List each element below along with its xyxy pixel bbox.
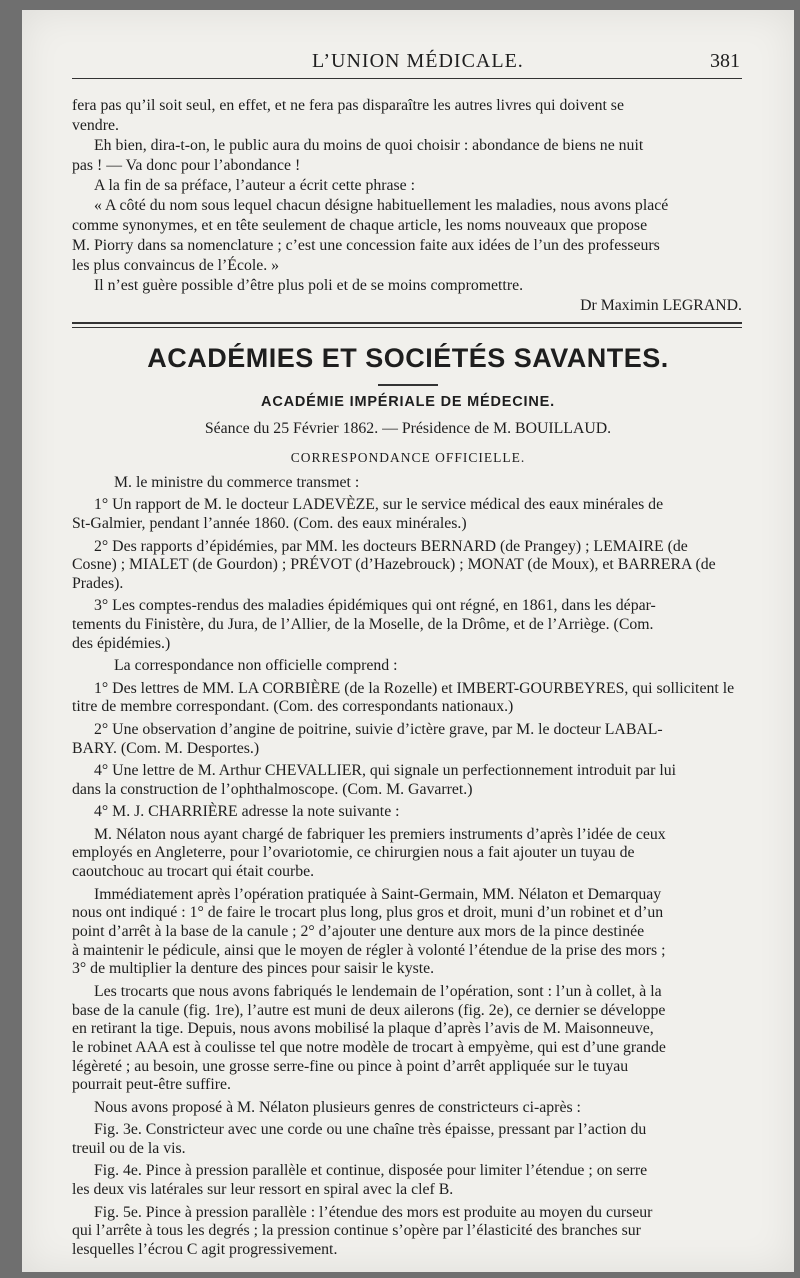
text-line: légèreté ; au besoin, une grosse serre-fine ou pince à point d’arrêt appliquée sur le tuyau <box>72 1057 629 1075</box>
text-line: M. Piorry dans sa nomenclature ; c’est une concession faite aux idées de l’un des professeurs <box>72 237 660 254</box>
text-line: point d’arrêt à la base de la canule ; 2° d’ajouter une denture aux mors de la pince destinée <box>72 922 645 940</box>
header-rule <box>72 78 742 79</box>
text-line: les plus convaincus de l’École. » <box>72 257 280 274</box>
text-line: les deux vis latérales sur leur ressort en spiral avec la clef B. <box>72 1181 454 1199</box>
text-line: 4° Une lettre de M. Arthur CHEVALLIER, qui signale un perfectionnement introduit par lui <box>94 762 677 780</box>
journal-page <box>22 10 794 1272</box>
text-line: lesquelles l’écrou C agit progressivement. <box>72 1241 338 1258</box>
text-line: vendre. <box>72 117 119 134</box>
text-line: M. Nélaton nous ayant chargé de fabriquer les premiers instruments d’après l’idée de ceux <box>94 825 666 843</box>
page-number: 381 <box>710 50 740 72</box>
text-line: treuil ou de la vis. <box>72 1139 186 1157</box>
text-line: à maintenir le pédicule, ainsi que le moyen de régler à volonté l’étendue de la prise des mors ; <box>72 941 666 959</box>
text-line: qui l’arrête à tous les degrés ; la pression continue s’opère par l’élasticité des branches sur <box>72 1222 641 1240</box>
academy-title: ACADÉMIE IMPÉRIALE DE MÉDECINE. <box>261 394 555 410</box>
text-line: nous ont indiqué : 1° de faire le trocart plus long, plus gros et droit, muni d’un robinet et d’un <box>72 904 664 922</box>
text-line: BARY. (Com. M. Desportes.) <box>72 739 260 757</box>
text-line: des épidémies.) <box>72 634 171 652</box>
text-line: 2° Une observation d’angine de poitrine, suivie d’ictère grave, par M. le docteur LABAL- <box>94 720 663 738</box>
seance-line: Séance du 25 Février 1862. — Présidence de M. BOUILLAUD. <box>204 420 612 437</box>
text-line: Fig. 4e. Pince à pression parallèle et continue, disposée pour limiter l’étendue ; on serre <box>94 1162 648 1180</box>
text-line: Fig. 3e. Constricteur avec une corde ou une chaîne très épaisse, pressant par l’action du <box>94 1121 647 1139</box>
title-underline-rule <box>378 384 438 386</box>
text-line: comme synonymes, et en tête seulement de chaque article, les noms nouveaux que propose <box>72 217 648 234</box>
text-line: base de la canule (fig. 1re), l’autre est muni de deux ailerons (fig. 2e), ce dernier se développe <box>72 1001 666 1019</box>
text-line: le robinet AAA est à coulisse tel que notre modèle de trocart à empyème, qui est d’une grande <box>72 1038 666 1056</box>
text-line: 1° Un rapport de M. le docteur LADEVÈZE, sur le service médical des eaux minérales de <box>94 496 664 514</box>
running-header-title: L’UNION MÉDICALE. <box>312 50 524 72</box>
text-line: La correspondance non officielle comprend : <box>114 657 398 675</box>
section-title: ACADÉMIES ET SOCIÉTÉS SAVANTES. <box>147 343 669 373</box>
text-line: employés en Angleterre, pour l’ovariotomie, ce chirurgien nous a fait ajouter un tuyau de <box>72 844 635 862</box>
text-line: Eh bien, dira-t-on, le public aura du moins de quoi choisir : abondance de biens ne nuit <box>94 137 644 154</box>
text-line: 2° Des rapports d’épidémies, par MM. les docteurs BERNARD (de Prangey) ; LEMAIRE (de <box>94 537 688 555</box>
text-line: dans la construction de l’ophthalmoscope. (Com. M. Gavarret.) <box>72 780 473 798</box>
text-line: caoutchouc au trocart qui était courbe. <box>72 863 315 881</box>
text-line: M. le ministre du commerce transmet : <box>114 474 360 491</box>
text-line: Fig. 5e. Pince à pression parallèle : l’étendue des mors est produite au moyen du curseur <box>94 1203 653 1221</box>
text-line: Cosne) ; MIALET (de Gourdon) ; PRÉVOT (d’Hazebrouck) ; MONAT (de Moux), et BARRERA (de <box>72 556 716 574</box>
text-line: St-Galmier, pendant l’année 1860. (Com. des eaux minérales.) <box>72 515 467 533</box>
section-separator-rule <box>72 322 742 328</box>
text-line: pourrait peut-être suffire. <box>72 1076 231 1094</box>
text-line: 1° Des lettres de MM. LA CORBIÈRE (de la Rozelle) et IMBERT-GOURBEYRES, qui sollicitent le <box>94 679 735 697</box>
text-line: « A côté du nom sous lequel chacun désigne habituellement les maladies, nous avons placé <box>94 197 669 214</box>
text-line: en retirant la tige. Depuis, nous avons mobilisé la plaque d’après l’avis de M. Maisonneuve, <box>72 1020 654 1038</box>
text-line: 4° M. J. CHARRIÈRE adresse la note suivante : <box>94 803 400 821</box>
text-line: Immédiatement après l’opération pratiquée à Saint-Germain, MM. Nélaton et Demarquay <box>94 885 662 903</box>
text-line: Il n’est guère possible d’être plus poli et de se moins compromettre. <box>94 277 524 294</box>
text-line: tements du Finistère, du Jura, de l’Allier, de la Moselle, de la Drôme, et de l’Arriège. (Com. <box>72 616 654 634</box>
text-line: fera pas qu’il soit seul, en effet, et ne fera pas disparaître les autres livres qui doivent se <box>72 97 624 114</box>
text-line: Prades). <box>72 575 124 593</box>
text-line: 3° de multiplier la denture des pinces pour saisir le kyste. <box>72 960 435 978</box>
author-signature: Dr Maximin LEGRAND. <box>580 297 742 314</box>
subsection-title: CORRESPONDANCE OFFICIELLE. <box>290 450 526 465</box>
text-line: pas ! — Va donc pour l’abondance ! <box>72 157 301 174</box>
text-line: Nous avons proposé à M. Nélaton plusieurs genres de constricteurs ci-après : <box>94 1098 581 1116</box>
text-line: A la fin de sa préface, l’auteur a écrit cette phrase : <box>94 177 416 194</box>
text-line: titre de membre correspondant. (Com. des correspondants nationaux.) <box>72 698 514 716</box>
text-line: Les trocarts que nous avons fabriqués le lendemain de l’opération, sont : l’un à collet, à la <box>94 982 662 1000</box>
text-line: 3° Les comptes-rendus des maladies épidémiques qui ont régné, en 1861, dans les dépar- <box>94 597 656 615</box>
